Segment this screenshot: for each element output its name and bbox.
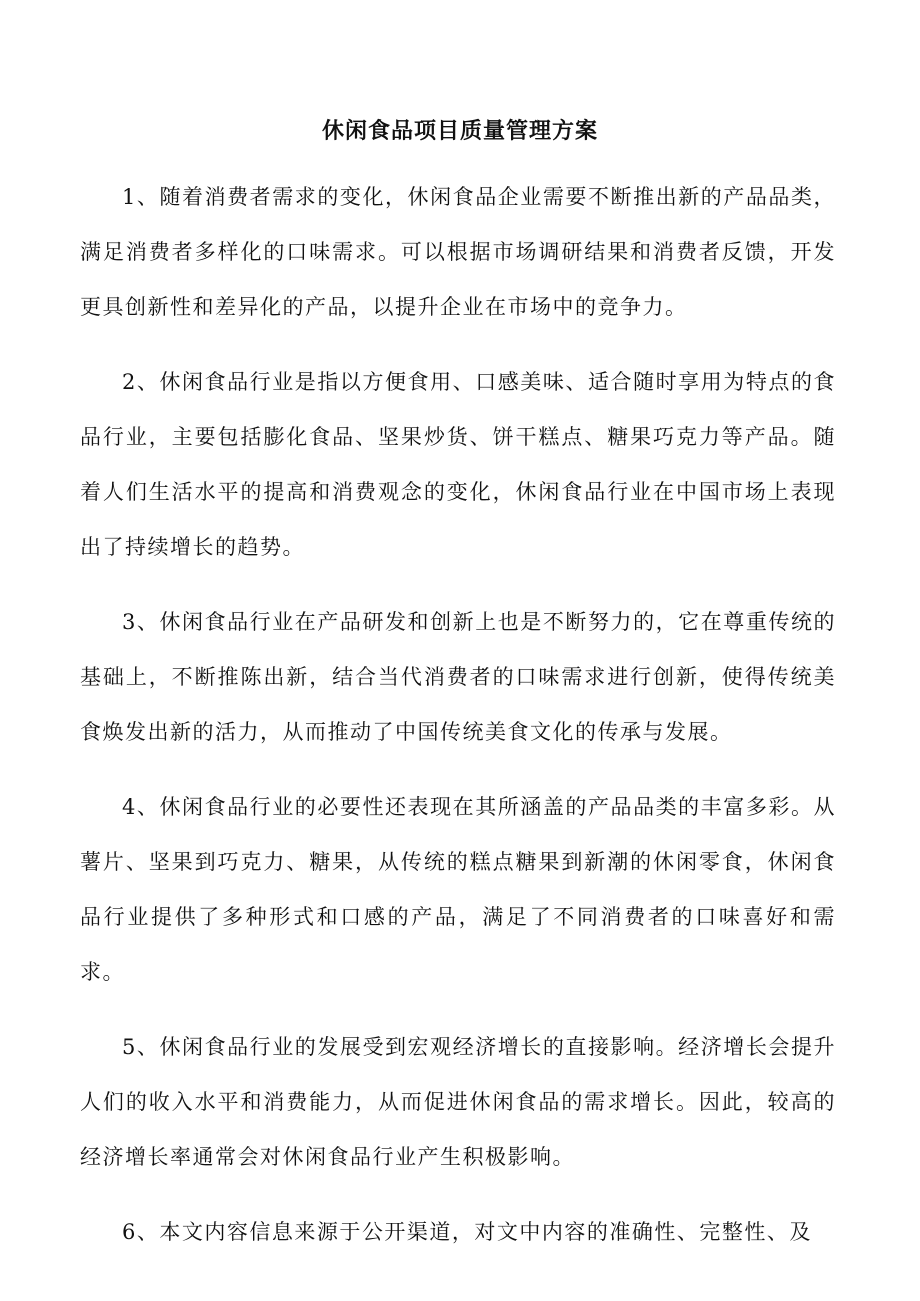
paragraph-5: 5、休闲食品行业的发展受到宏观经济增长的直接影响。经济增长会提升人们的收入水平和消费能力，从而促进休闲食品的需求增长。因此，较高的经济增长率通常会对休闲食品行业产生积极影响。 <box>80 1035 836 1169</box>
paragraph-6: 6、本文内容信息来源于公开渠道，对文中内容的准确性、完整性、及 <box>122 1220 812 1244</box>
document-body <box>80 170 836 1280</box>
paragraph-3: 3、休闲食品行业在产品研发和创新上也是不断努力的，它在尊重传统的基础上，不断推陈出新，结合当代消费者的口味需求进行创新，使得传统美食焕发出新的活力，从而推动了中国传统美食文化的传承与发展。 <box>80 610 836 744</box>
paragraph-1: 1、随着消费者需求的变化，休闲食品企业需要不断推出新的产品品类，满足消费者多样化的口味需求。可以根据市场调研结果和消费者反馈，开发更具创新性和差异化的产品，以提升企业在市场中的竞争力。 <box>80 185 836 319</box>
document-title: 休闲食品项目质量管理方案 <box>321 119 598 144</box>
paragraph-4: 4、休闲食品行业的必要性还表现在其所涵盖的产品品类的丰富多彩。从薯片、坚果到巧克力、糖果，从传统的糕点糖果到新潮的休闲零食，休闲食品行业提供了多种形式和口感的产品，满足了不同消费者的口味喜好和需求。 <box>80 795 836 984</box>
paragraph-2: 2、休闲食品行业是指以方便食用、口感美味、适合随时享用为特点的食品行业，主要包括膨化食品、坚果炒货、饼干糕点、糖果巧克力等产品。随着人们生活水平的提高和消费观念的变化，休闲食品行业在中国市场上表现出了持续增长的趋势。 <box>80 370 836 559</box>
